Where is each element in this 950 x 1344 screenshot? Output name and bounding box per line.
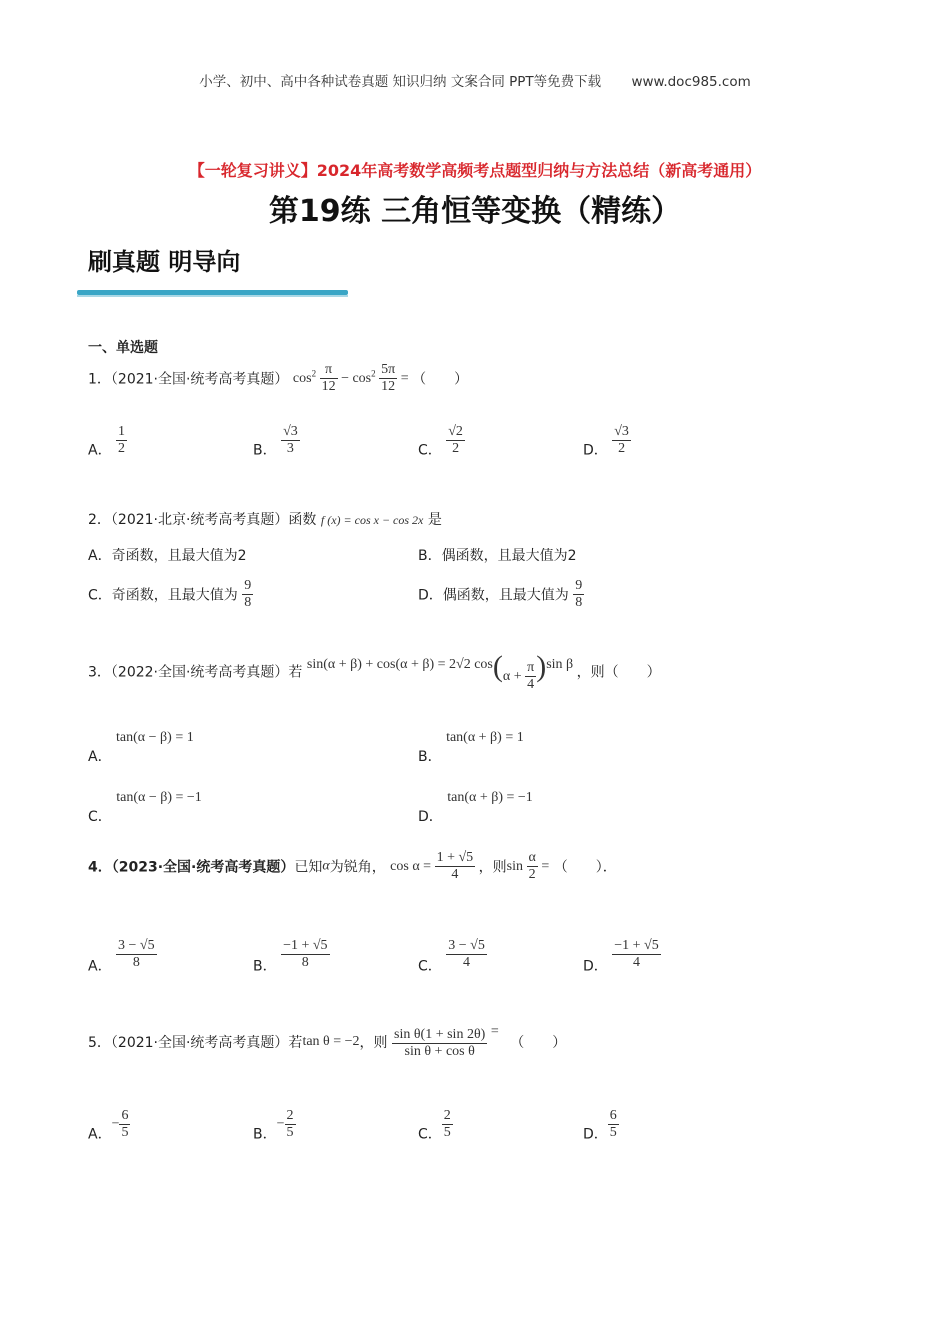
section-underline-shadow xyxy=(77,295,348,297)
q5-expression: $\frac{\text{sin θ(1 + sin 2θ)}}{\text{sin θ + cos θ}}$ = xyxy=(394,1024,499,1060)
q4-sin-expression: sin $\frac{\alpha}{2}$ = xyxy=(506,850,550,883)
q5-option-d[interactable]: D． $\frac{6}{5}$ xyxy=(583,1108,617,1143)
q1-option-c[interactable]: C． $\frac{√2}{2}$ xyxy=(418,424,463,459)
q1-stem: 1．（2021·全国·统考高考真题） xyxy=(88,371,289,388)
header-site-link[interactable]: www.doc985.com xyxy=(631,74,751,90)
q4-option-b[interactable]: B． $\frac{-1 + √5}{8}$ xyxy=(253,938,328,975)
q1-option-a[interactable]: A． $\frac{1}{2}$ xyxy=(88,424,126,459)
q2-tail: 是 xyxy=(427,512,442,528)
q3-expression: sin(α + β) + cos(α + β) = 2√2 cos(α + $\frac{\pi}{4}$ )sin β xyxy=(306,650,574,693)
q4-stem: 4．（2023·全国·统考高考真题） xyxy=(88,859,295,876)
q5-option-a[interactable]: A．− $\frac{6}{5}$ xyxy=(88,1108,129,1143)
q5-option-b[interactable]: B．− $\frac{2}{5}$ xyxy=(253,1108,294,1143)
doc-subtitle: 【一轮复习讲义】2024年高考数学高频考点题型归纳与方法总结（新高考通用） xyxy=(188,161,762,180)
q3-option-d[interactable]: D． tan(α + β) = −1 xyxy=(418,790,533,825)
q1-option-b[interactable]: B． $\frac{√3}{3}$ xyxy=(253,424,298,459)
q2-stem: 2．（2021·北京·统考高考真题）函数 xyxy=(88,512,317,528)
q4-option-c[interactable]: C． $\frac{3 - √5}{4}$ xyxy=(418,938,485,975)
q4-cos-expression: cos α = $\frac{1 + √5}{4}$ xyxy=(390,850,474,883)
q5-condition: tan θ = −2 xyxy=(302,1034,360,1050)
q5-blank: （ ） xyxy=(510,1035,567,1052)
q3-stem: 3．（2022·全国·统考高考真题）若 xyxy=(88,664,303,681)
q1-expression: $\cos^2$ $\frac{\pi}{12}$ − $\cos^2$ $\frac{5\pi}{12}$ = xyxy=(292,362,409,395)
q3-option-c[interactable]: C． tan(α − β) = −1 xyxy=(88,790,202,825)
question-3 xyxy=(88,650,661,693)
q4-blank: （ ）． xyxy=(553,859,617,876)
question-4: 4．（2023·全国·统考高考真题）已知α为锐角， cos α = $\frac{1 + √5}{4}$ ，则sin $\frac{\alpha}{2}$ = （ ）． xyxy=(88,850,617,883)
q2-option-a[interactable]: A．奇函数，且最大值为2 xyxy=(88,548,247,564)
part-heading: 一、单选题 xyxy=(88,340,158,356)
q4-option-a[interactable]: A． $\frac{3 - √5}{8}$ xyxy=(88,938,155,975)
q3-option-a[interactable]: A． tan(α − β) = 1 xyxy=(88,730,194,765)
q2-option-c[interactable]: C．奇函数，且最大值为 $\frac{9}{8}$ xyxy=(88,578,252,611)
site-header xyxy=(0,70,950,90)
header-tagline: 小学、初中、高中各种试卷真题 知识归纳 文案合同 PPT等免费下载 xyxy=(199,74,602,90)
q5-option-c[interactable]: C． $\frac{2}{5}$ xyxy=(418,1108,451,1143)
q2-function: f (x) = cos x − cos 2x xyxy=(320,513,424,527)
q3-tail: ，则（ ） xyxy=(576,664,661,681)
question-2 xyxy=(88,509,442,529)
q2-option-d[interactable]: D．偶函数，且最大值为 $\frac{9}{8}$ xyxy=(418,578,583,611)
question-5: 5．（2021·全国·统考高考真题）若tan θ = −2，则 $\frac{\text{sin θ(1 + sin 2θ)}}{\text{sin θ + cos θ}}$ = （ ） xyxy=(88,1024,567,1060)
q4-option-d[interactable]: D． $\frac{-1 + √5}{4}$ xyxy=(583,938,659,975)
q5-stem: 5．（2021·全国·统考高考真题）若 xyxy=(88,1035,303,1052)
doc-title: 第19练 三角恒等变换（精练） xyxy=(268,194,682,229)
q1-blank: （ ） xyxy=(412,371,469,388)
q2-option-b[interactable]: B．偶函数，且最大值为2 xyxy=(418,548,577,564)
question-1 xyxy=(88,362,468,395)
q1-option-d[interactable]: D． $\frac{√3}{2}$ xyxy=(583,424,629,459)
q3-option-b[interactable]: B． tan(α + β) = 1 xyxy=(418,730,524,765)
section-heading: 刷真题 明导向 xyxy=(88,248,241,276)
